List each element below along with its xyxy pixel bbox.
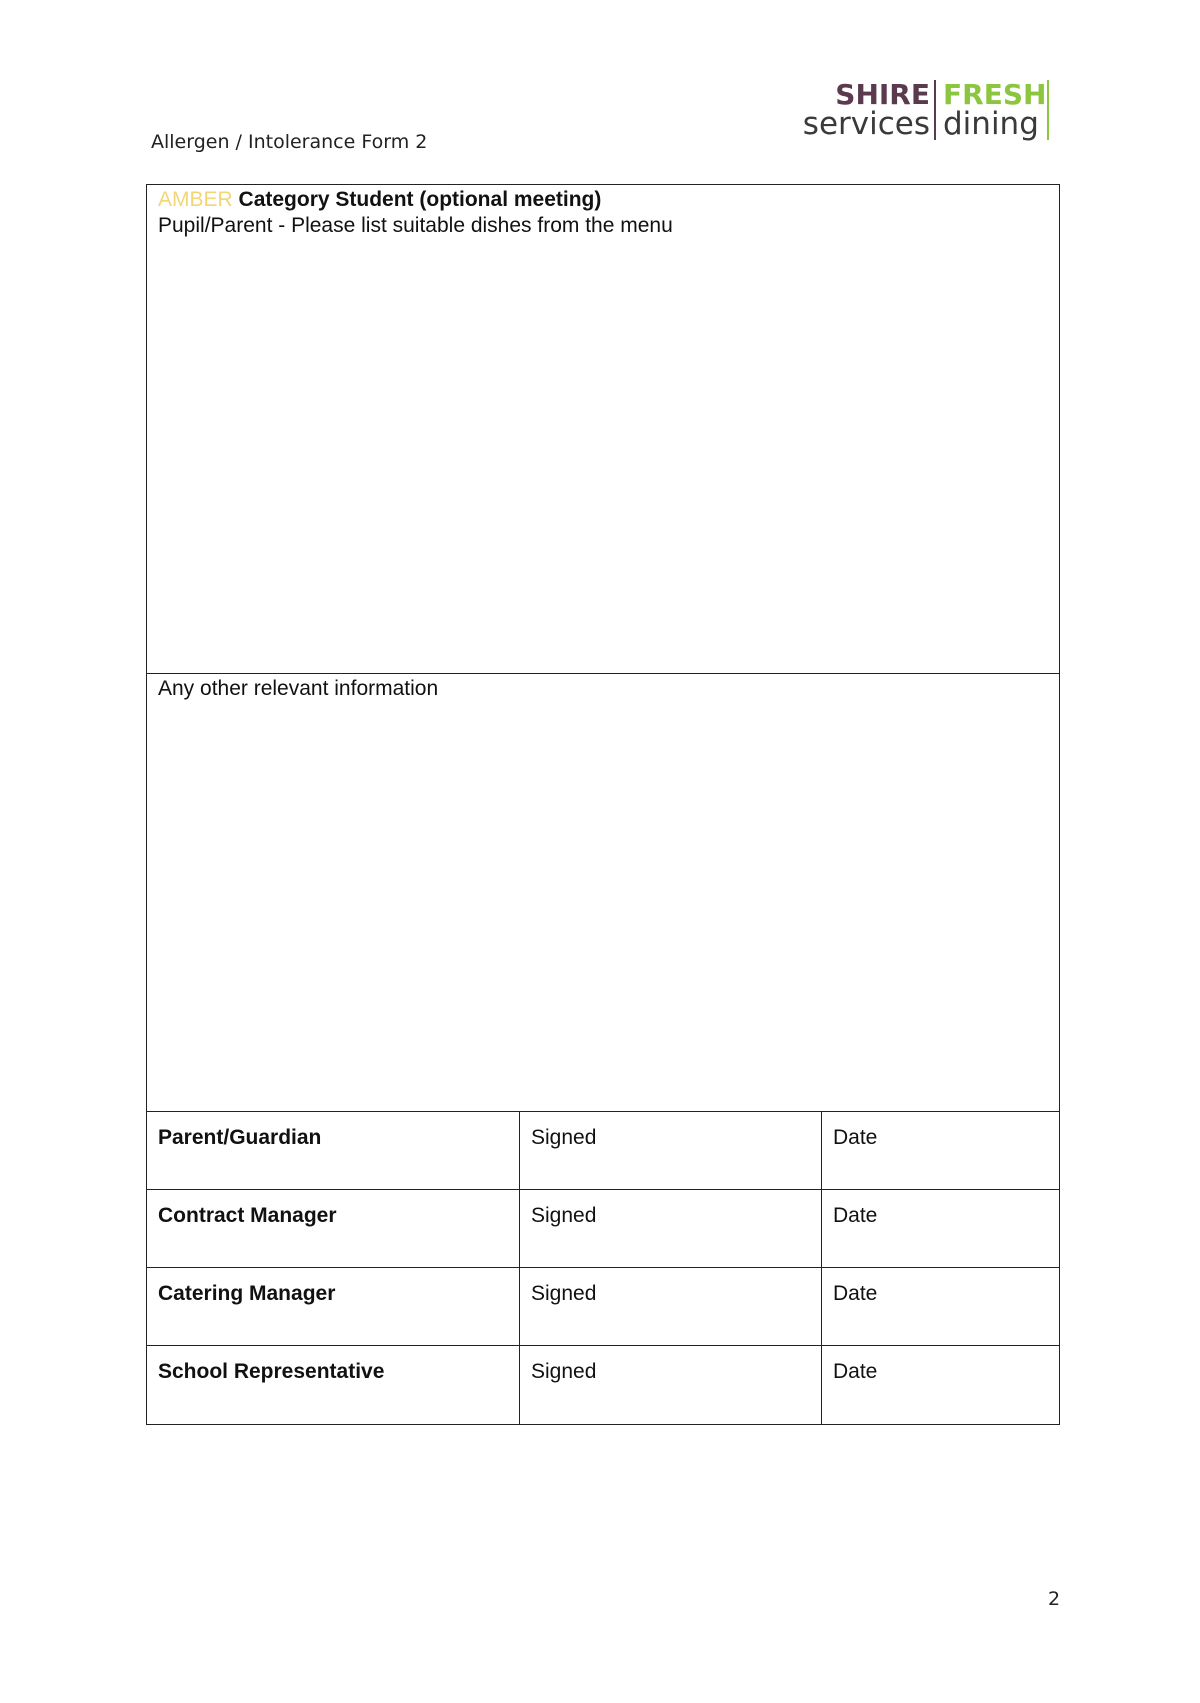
role-cell: School Representative <box>147 1346 520 1424</box>
signature-row <box>147 1112 1059 1190</box>
section-heading <box>158 187 601 213</box>
document-title: Allergen / Intolerance Form 2 <box>151 131 428 153</box>
suitable-dishes-section[interactable] <box>147 185 1059 674</box>
logo-services-text: services <box>802 106 930 142</box>
amber-category-label: AMBER <box>158 188 233 211</box>
logo-divider-green <box>1047 80 1049 140</box>
shire-fresh-logo <box>803 78 1058 144</box>
date-cell[interactable]: Date <box>833 1126 878 1149</box>
dishes-instruction: Pupil/Parent - Please list suitable dishes from the menu <box>158 214 673 237</box>
logo-left-block <box>803 78 930 140</box>
date-cell[interactable]: Date <box>833 1360 878 1383</box>
logo-shire-text: SHIRE <box>835 78 930 111</box>
other-information-label: Any other relevant information <box>158 677 439 700</box>
logo-fresh-text: FRESH <box>943 78 1047 111</box>
signature-row <box>147 1268 1059 1346</box>
signed-cell[interactable]: Signed <box>520 1112 822 1189</box>
signed-cell[interactable]: Signed <box>520 1346 822 1424</box>
logo-divider-purple <box>934 80 936 140</box>
allergen-form-table <box>146 184 1060 1425</box>
role-cell: Catering Manager <box>147 1268 520 1345</box>
signature-row <box>147 1190 1059 1268</box>
signed-cell[interactable]: Signed <box>520 1268 822 1345</box>
date-cell[interactable]: Date <box>833 1204 878 1227</box>
date-cell[interactable]: Date <box>833 1282 878 1305</box>
role-cell: Contract Manager <box>147 1190 520 1267</box>
signature-row <box>147 1346 1059 1424</box>
page-number: 2 <box>1048 1588 1061 1610</box>
other-information-section[interactable] <box>147 674 1059 1112</box>
category-title: Category Student (optional meeting) <box>238 188 602 211</box>
logo-right-block <box>943 78 1046 140</box>
role-cell: Parent/Guardian <box>147 1112 520 1189</box>
logo-dining-text: dining <box>943 106 1039 142</box>
signed-cell[interactable]: Signed <box>520 1190 822 1267</box>
